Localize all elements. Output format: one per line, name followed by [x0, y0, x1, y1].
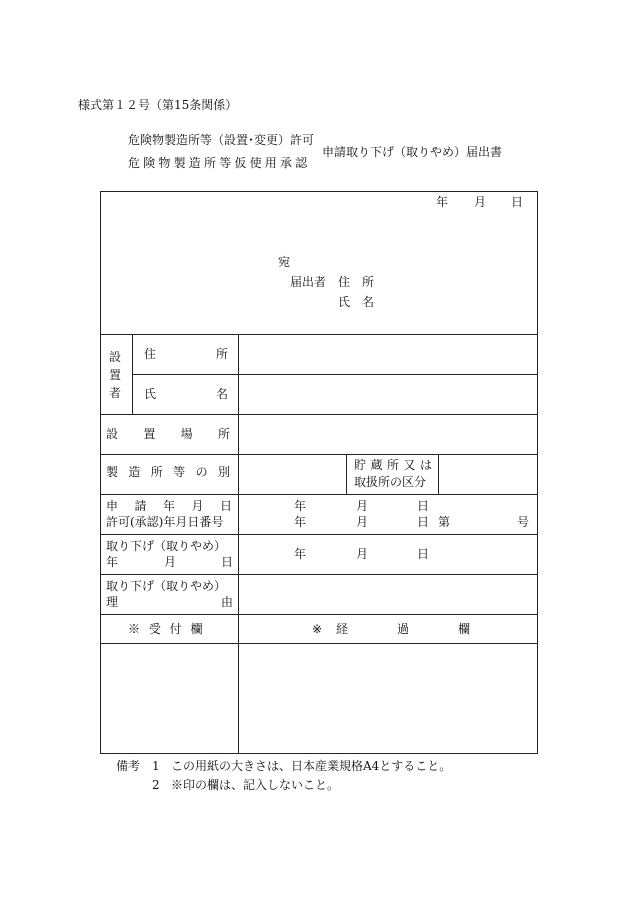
withdraw-day: 日: [417, 547, 430, 561]
note-1-number: 1: [152, 759, 160, 773]
facility-type-label: 製 造 所 等 の 別: [106, 465, 230, 479]
withdraw-date-label-year: 年: [106, 555, 119, 569]
addressee: 宛: [278, 255, 291, 269]
row-divider: [100, 614, 538, 615]
header-month: 月: [474, 195, 487, 209]
withdraw-year: 年: [294, 547, 307, 561]
app-day: 日: [417, 499, 430, 513]
installer-group-label: 設置者: [109, 350, 122, 400]
progress-mark: ※: [312, 622, 323, 636]
row-divider: [100, 334, 538, 335]
withdraw-reason-label-yu: 由: [221, 595, 234, 609]
row-divider: [100, 643, 538, 644]
installer-address-label: 住 所: [144, 347, 228, 361]
permit-go: 号: [517, 515, 530, 529]
row-divider: [100, 454, 538, 455]
permit-number-label: 許可(承認)年月日番号: [106, 515, 224, 529]
note-2-text: ※印の欄は、記入しないこと。: [171, 778, 340, 792]
note-2-number: 2: [152, 778, 160, 792]
form-number: 様式第１２号（第15条関係）: [78, 98, 238, 112]
column-divider: [132, 334, 133, 414]
column-divider: [346, 454, 347, 494]
column-divider: [238, 334, 239, 754]
row-divider: [132, 374, 538, 375]
permit-dai: 第: [438, 515, 451, 529]
column-divider: [438, 454, 439, 494]
location-label: 設 置 場 所: [106, 427, 230, 441]
row-divider: [100, 534, 538, 535]
application-date-label: 申 請 年 月 日: [106, 499, 232, 513]
row-divider: [100, 574, 538, 575]
withdraw-date-label-line1: 取り下げ（取りやめ）: [106, 539, 227, 553]
withdraw-reason-label-line1: 取り下げ（取りやめ）: [106, 579, 227, 593]
app-month: 月: [356, 499, 369, 513]
permit-year: 年: [294, 515, 307, 529]
note-1-text: この用紙の大きさは、日本産業規格A4とすること。: [171, 759, 452, 773]
row-divider: [100, 414, 538, 415]
applicant-name-label: 氏 名: [338, 295, 375, 309]
withdraw-date-label-month: 月: [164, 555, 177, 569]
title-right: 申請取り下げ（取りやめ）届出書: [322, 145, 503, 159]
installer-name-label: 氏 名: [144, 387, 228, 401]
header-year: 年: [436, 195, 449, 209]
storage-label-line1: 貯 蔵 所 又 は: [354, 458, 432, 472]
permit-month: 月: [356, 515, 369, 529]
reception-header: ※ 受 付 欄: [128, 622, 203, 636]
applicant-label: 届出者: [290, 275, 327, 289]
title-line-2: 危険物製造所等仮使用承認: [128, 156, 311, 170]
withdraw-month: 月: [356, 547, 369, 561]
row-divider: [100, 494, 538, 495]
permit-day: 日: [417, 515, 430, 529]
notes-label: 備考: [116, 759, 141, 773]
applicant-address-label: 住 所: [338, 275, 375, 289]
title-line-1: 危険物製造所等（設置･変更）許可: [128, 133, 315, 147]
header-day: 日: [511, 195, 524, 209]
app-year: 年: [294, 499, 307, 513]
storage-label-line2: 取扱所の区分: [354, 475, 427, 489]
withdraw-date-label-day: 日: [221, 555, 234, 569]
withdraw-reason-label-ri: 理: [106, 595, 119, 609]
progress-header: 経 過 欄: [336, 622, 470, 636]
